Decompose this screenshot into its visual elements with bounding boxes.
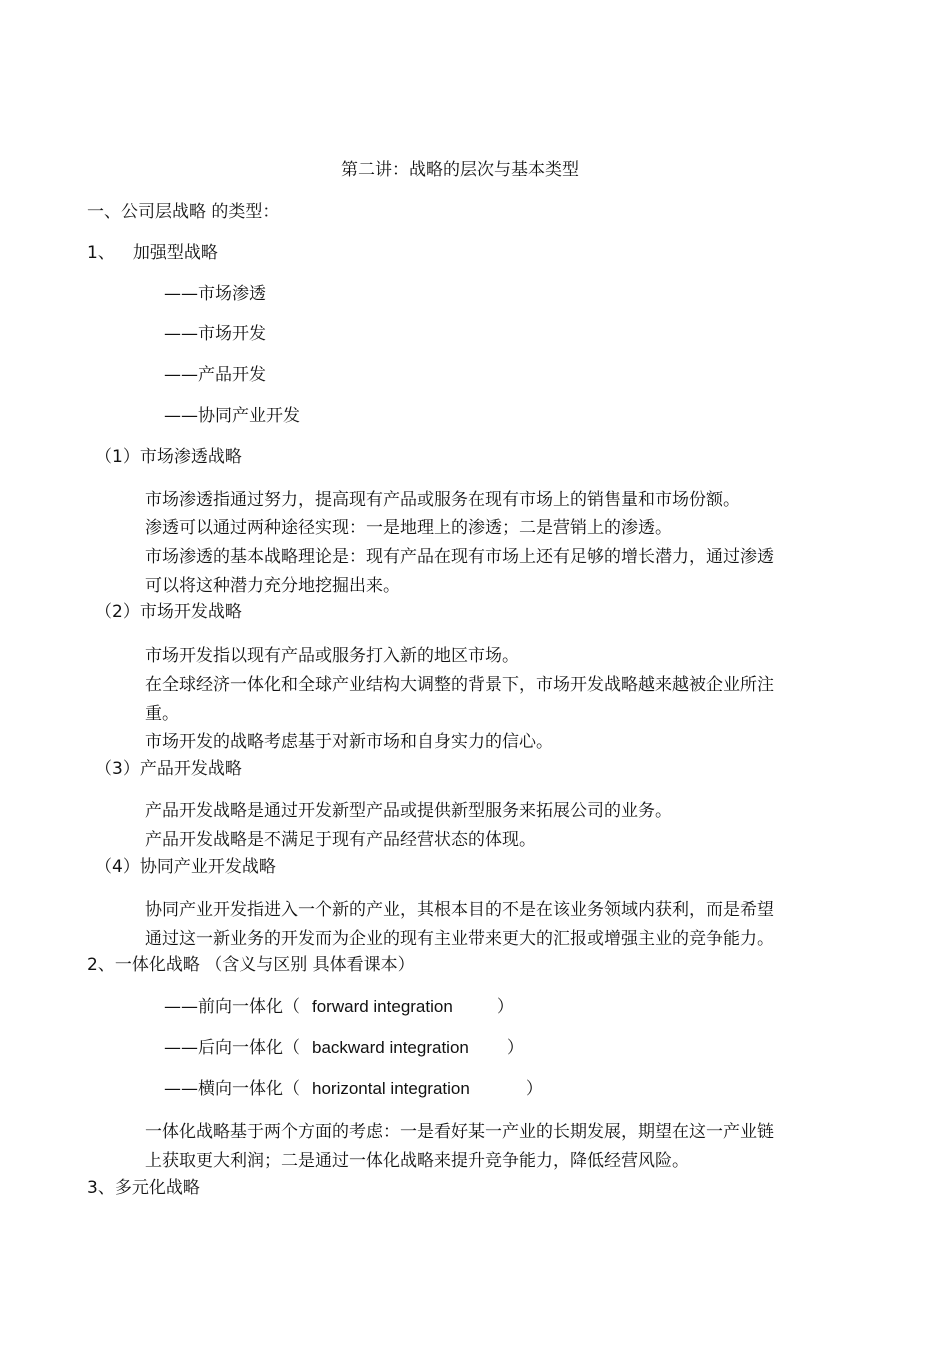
dash-item-label: ——后向一体化（ (164, 1038, 300, 1058)
paragraph-line: 产品开发战略是通过开发新型产品或提供新型服务来拓展公司的业务。 (145, 801, 672, 821)
item-number: 1、 (87, 243, 115, 263)
paragraph-line: 渗透可以通过两种途径实现：一是地理上的渗透；二是营销上的渗透。 (145, 518, 672, 538)
dash-item: ——市场渗透 (164, 284, 266, 304)
dash-item-forward (164, 996, 514, 1018)
subsection-heading: （1）市场渗透战略 (95, 447, 242, 467)
english-term: forward integration (312, 997, 453, 1016)
page-title: 第二讲：战略的层次与基本类型 (341, 160, 579, 180)
english-term: backward integration (312, 1038, 469, 1057)
closing-paren: ） (496, 997, 514, 1017)
paragraph-line: 市场开发的战略考虑基于对新市场和自身实力的信心。 (145, 732, 553, 752)
dash-item-backward (164, 1037, 524, 1059)
section-heading-diversification-strategy: 3、多元化战略 (87, 1178, 200, 1198)
subsection-heading: （2）市场开发战略 (95, 602, 242, 622)
paragraph-line: 市场渗透的基本战略理论是：现有产品在现有市场上还有足够的增长潜力，通过渗透 (145, 547, 774, 567)
paragraph-line: 市场开发指以现有产品或服务打入新的地区市场。 (145, 646, 519, 666)
subsection-heading: （3）产品开发战略 (95, 759, 242, 779)
dash-item: ——市场开发 (164, 324, 266, 344)
subsection-heading: （4）协同产业开发战略 (95, 857, 276, 877)
item-label: 加强型战略 (132, 243, 218, 263)
paragraph-line: 产品开发战略是不满足于现有产品经营状态的体现。 (145, 830, 536, 850)
paragraph-line: 在全球经济一体化和全球产业结构大调整的背景下，市场开发战略越来越被企业所注 (145, 675, 774, 695)
paragraph-line: 通过这一新业务的开发而为企业的现有主业带来更大的汇报或增强主业的竞争能力。 (145, 929, 774, 949)
section-heading-corporate-strategy: 一、公司层战略 的类型： (87, 202, 280, 222)
section-heading-integration-strategy: 2、一体化战略 （含义与区别 具体看课本） (87, 955, 415, 975)
paragraph-line: 可以将这种潜力充分地挖掘出来。 (145, 576, 400, 596)
paragraph-line: 一体化战略基于两个方面的考虑：一是看好某一产业的长期发展，期望在这一产业链 (145, 1122, 774, 1142)
item-heading-intensive-strategy (87, 242, 218, 264)
paragraph-line: 协同产业开发指进入一个新的产业，其根本目的不是在该业务领域内获利，而是希望 (145, 900, 774, 920)
dash-item-label: ——前向一体化（ (164, 997, 300, 1017)
paragraph-line: 上获取更大利润；二是通过一体化战略来提升竞争能力，降低经营风险。 (145, 1151, 689, 1171)
paragraph-line: 重。 (145, 704, 179, 724)
dash-item: ——协同产业开发 (164, 406, 300, 426)
paragraph-line: 市场渗透指通过努力，提高现有产品或服务在现有市场上的销售量和市场份额。 (145, 490, 740, 510)
dash-item: ——产品开发 (164, 365, 266, 385)
closing-paren: ） (525, 1079, 543, 1099)
dash-item-label: ——横向一体化（ (164, 1079, 300, 1099)
dash-item-horizontal (164, 1078, 543, 1100)
closing-paren: ） (506, 1038, 524, 1058)
english-term: horizontal integration (312, 1079, 470, 1098)
